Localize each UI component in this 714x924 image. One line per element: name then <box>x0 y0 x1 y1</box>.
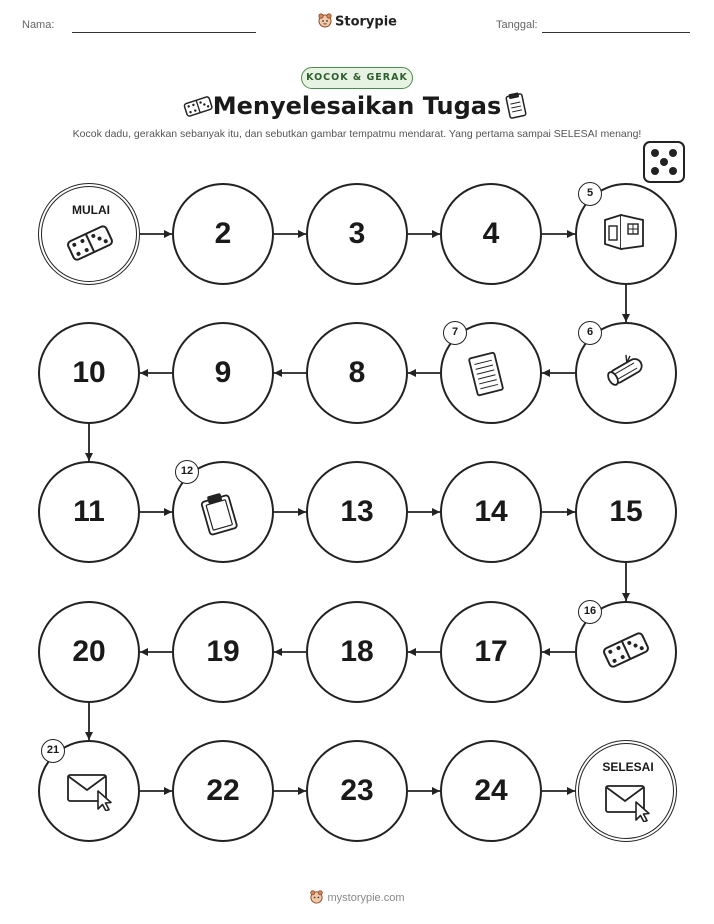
board-space-18[interactable] <box>306 601 408 703</box>
space-number: 18 <box>340 635 374 668</box>
board-space-4[interactable] <box>440 183 542 285</box>
domino-icon <box>65 223 115 267</box>
arrowhead-icon <box>140 369 148 377</box>
space-number: 4 <box>482 217 500 250</box>
arrowhead-icon <box>567 787 575 795</box>
domino-icon <box>601 630 651 674</box>
arrowhead-icon <box>164 230 172 238</box>
space-number-badge: 6 <box>578 321 602 345</box>
email-icon <box>602 780 654 826</box>
footer-url: mystorypie.com <box>327 891 405 904</box>
board-space-3[interactable] <box>306 183 408 285</box>
scroll-icon <box>601 351 651 395</box>
space-number: 10 <box>72 356 106 389</box>
arrowhead-icon <box>298 787 306 795</box>
arrowhead-icon <box>542 369 550 377</box>
arrowhead-icon <box>432 230 440 238</box>
space-number-badge: 7 <box>443 321 467 345</box>
board-space-22[interactable] <box>172 740 274 842</box>
arrowhead-icon <box>164 787 172 795</box>
email-icon <box>64 769 116 815</box>
footer <box>0 889 714 907</box>
board-space-8[interactable] <box>306 322 408 424</box>
finish-space[interactable] <box>575 740 677 842</box>
brand-name: Storypie <box>335 14 397 30</box>
instructions: Kocok dadu, gerakkan sebanyak itu, dan sebutkan gambar tempatmu mendarat. Yang pertama sampai SELESAI menang! <box>72 128 642 140</box>
space-number-badge: 16 <box>578 600 602 624</box>
arrowhead-icon <box>164 508 172 516</box>
space-number: 14 <box>474 495 508 528</box>
start-space[interactable] <box>38 183 140 285</box>
space-number: 2 <box>214 217 232 250</box>
space-number: 23 <box>340 774 374 807</box>
board-space-14[interactable] <box>440 461 542 563</box>
board-space-11[interactable] <box>38 461 140 563</box>
board-space-19[interactable] <box>172 601 274 703</box>
board-space-24[interactable] <box>440 740 542 842</box>
space-number-badge: 12 <box>175 460 199 484</box>
arrowhead-icon <box>408 369 416 377</box>
arrowhead-icon <box>432 787 440 795</box>
space-number: 20 <box>72 635 106 668</box>
space-number: 13 <box>340 495 374 528</box>
board-space-2[interactable] <box>172 183 274 285</box>
space-number: 19 <box>206 635 240 668</box>
arrowhead-icon <box>274 369 282 377</box>
space-number-badge: 21 <box>41 739 65 763</box>
space-number-badge: 5 <box>578 182 602 206</box>
board-space-15[interactable] <box>575 461 677 563</box>
space-number: 9 <box>214 356 232 389</box>
arrowhead-icon <box>140 648 148 656</box>
clipboard-icon <box>198 490 240 542</box>
board-space-9[interactable] <box>172 322 274 424</box>
arrowhead-icon <box>622 314 630 322</box>
space-number: 24 <box>474 774 508 807</box>
board-space-17[interactable] <box>440 601 542 703</box>
page-title: Menyelesaikan Tugas <box>212 92 502 120</box>
finish-label: SELESAI <box>602 760 654 774</box>
arrowhead-icon <box>567 508 575 516</box>
space-number: 3 <box>348 217 366 250</box>
arrowhead-icon <box>542 648 550 656</box>
space-number: 17 <box>474 635 508 668</box>
arrowhead-icon <box>85 453 93 461</box>
space-number: 22 <box>206 774 240 807</box>
board-space-10[interactable] <box>38 322 140 424</box>
arrowhead-icon <box>298 230 306 238</box>
arrowhead-icon <box>432 508 440 516</box>
board-space-20[interactable] <box>38 601 140 703</box>
arrowhead-icon <box>274 648 282 656</box>
space-number: 11 <box>73 495 105 528</box>
arrowhead-icon <box>567 230 575 238</box>
space-number: 15 <box>609 495 643 528</box>
arrowhead-icon <box>622 593 630 601</box>
space-number: 8 <box>348 356 366 389</box>
arrowhead-icon <box>298 508 306 516</box>
name-label: Nama: <box>22 19 55 31</box>
arrowhead-icon <box>408 648 416 656</box>
room-icon <box>601 212 647 258</box>
activity-tag: KOCOK & GERAK <box>301 67 413 89</box>
date-label: Tanggal: <box>496 19 538 31</box>
arrowhead-icon <box>85 732 93 740</box>
storypie-logo-icon <box>309 889 324 907</box>
board-space-23[interactable] <box>306 740 408 842</box>
start-label: MULAI <box>72 203 110 217</box>
board-space-13[interactable] <box>306 461 408 563</box>
notepad-icon <box>466 351 506 401</box>
